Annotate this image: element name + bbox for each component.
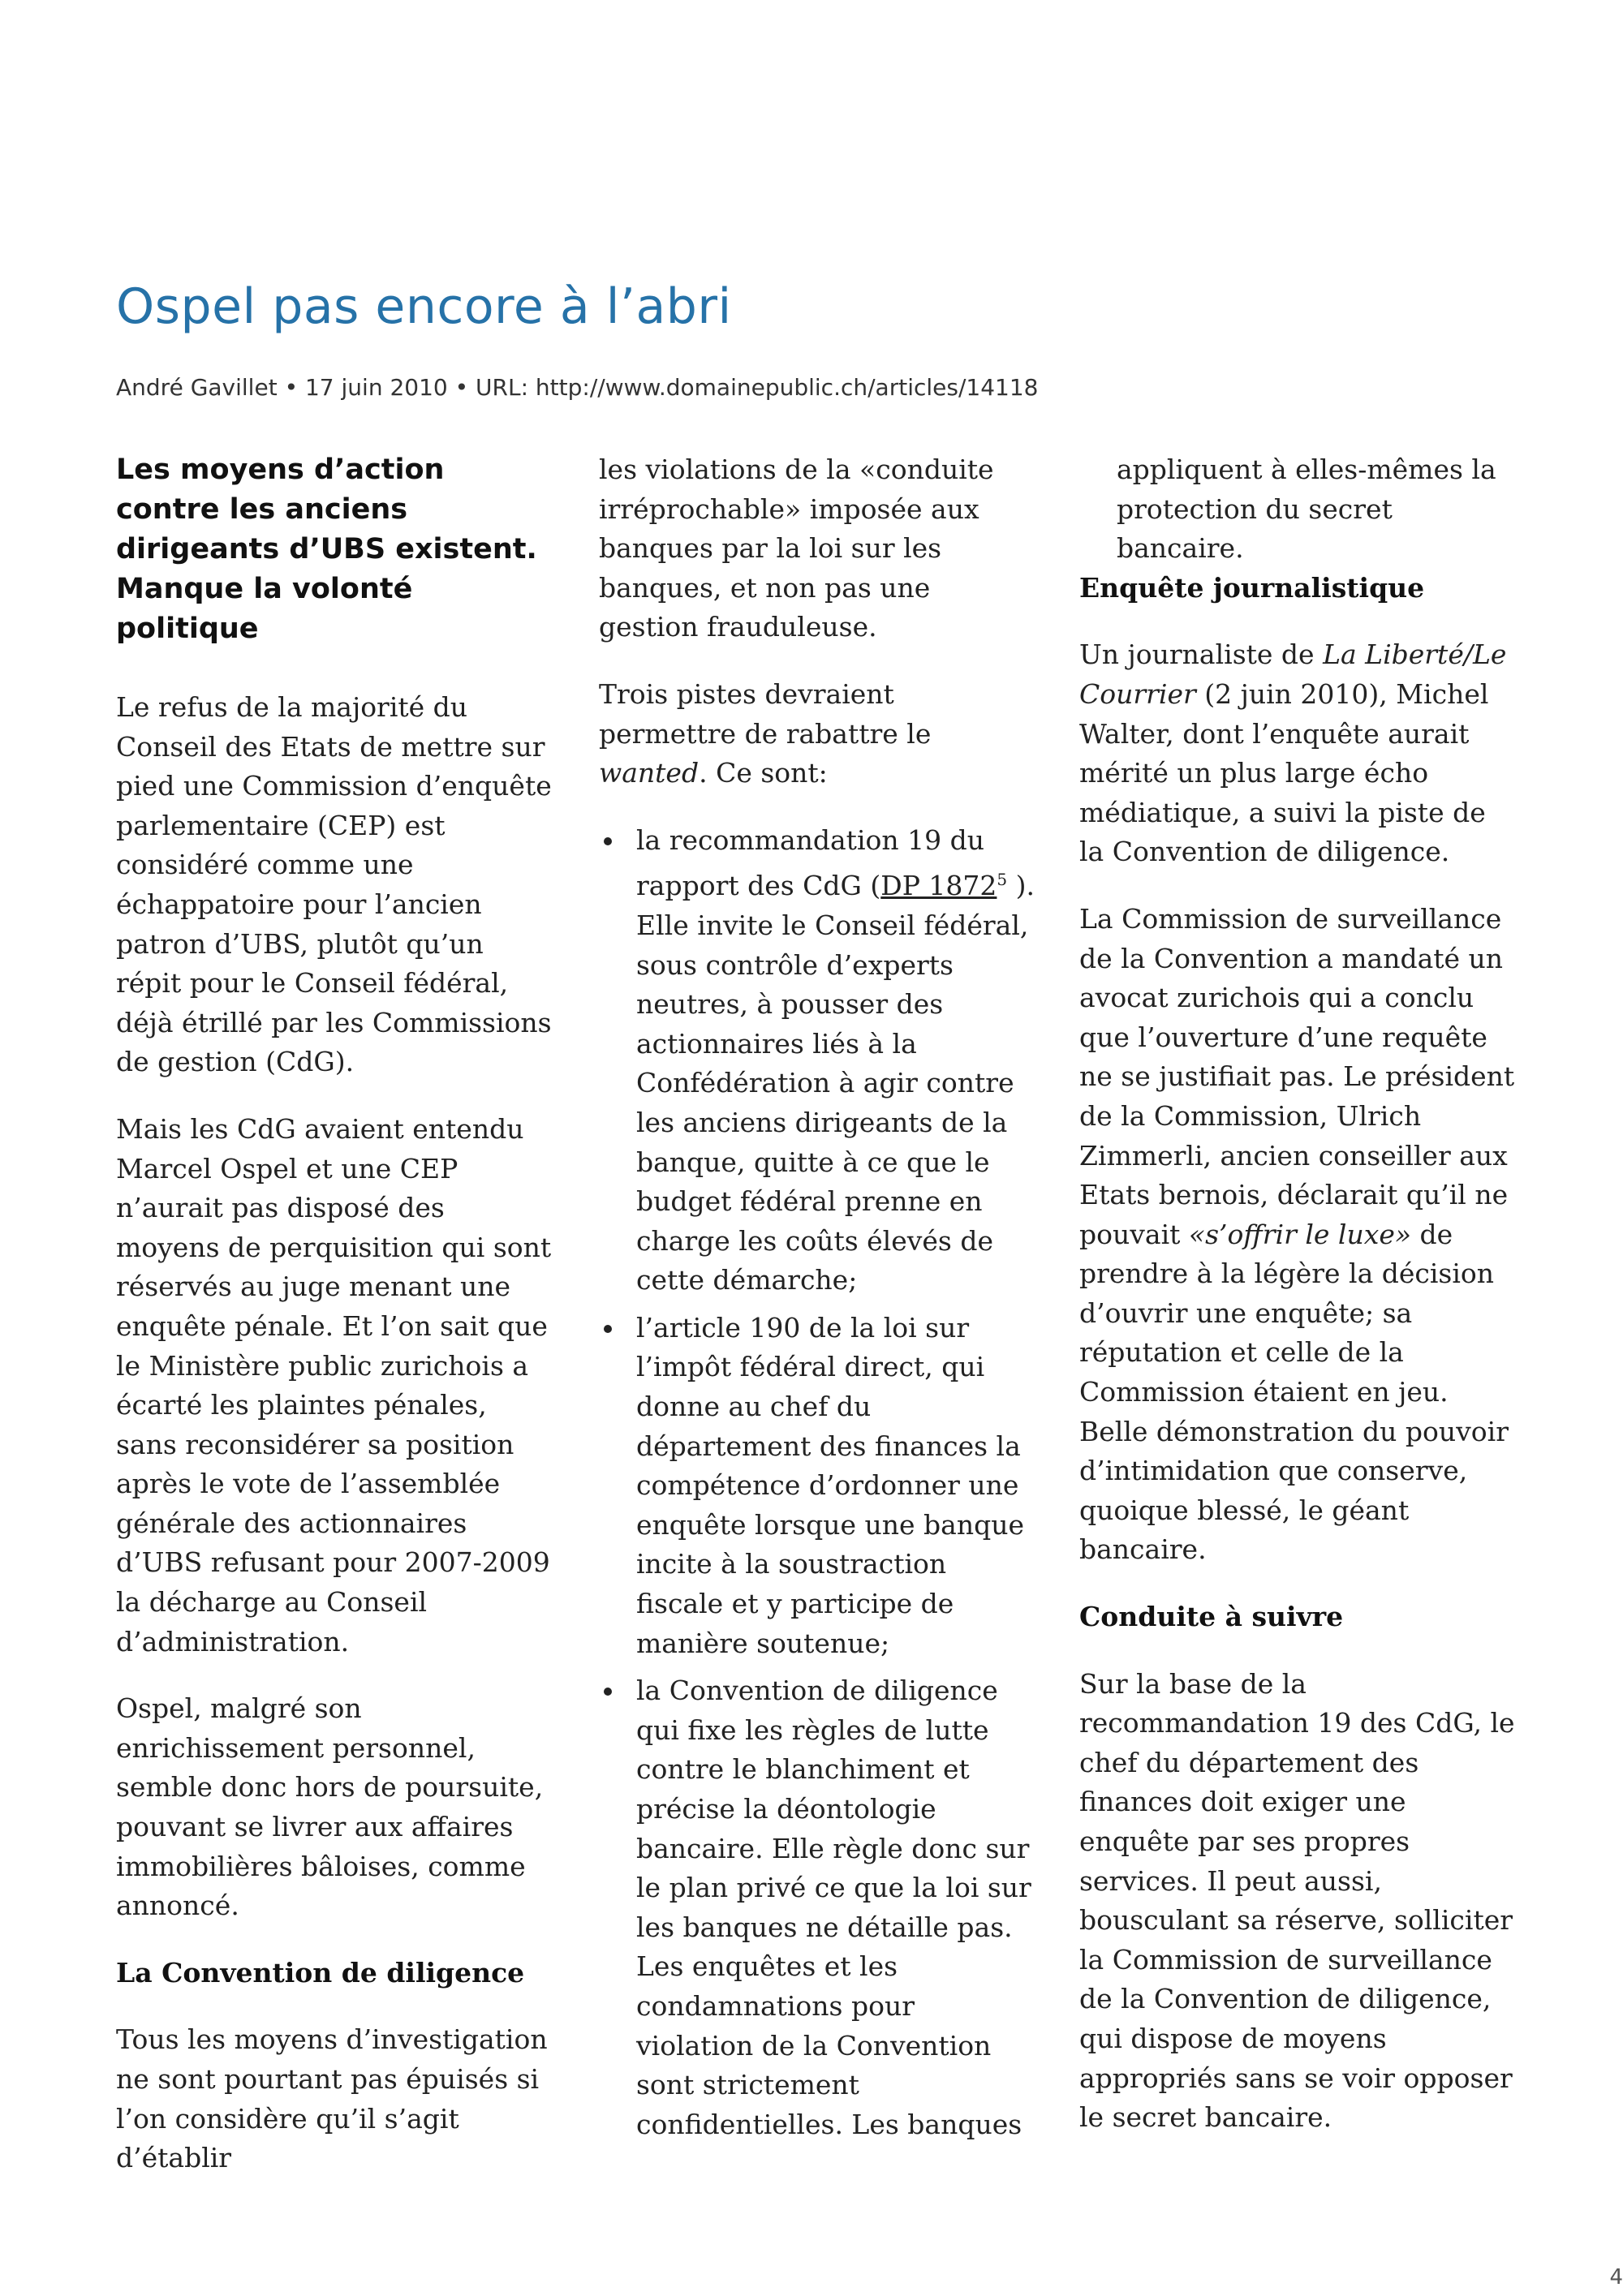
text-span: ). Elle invite le Conseil fédéral, sous contrôle d’experts neutres, à pousser des actionnaires liés à la Confédération à agir contre les anciens dirigeants de la banque, quitte à ce que le budget fédéral prenne en charge les coûts élevés de cette démarche;: [636, 870, 1035, 1296]
paragraph: Mais les CdG avaient entendu Marcel Ospel et une CEP n’aurait pas disposé des moyens de perquisition qui sont réservés au juge menant une enquête pénale. Et l’on sait que le Ministère public zurichois a écarté les plaintes pénales, sans reconsidérer sa position après le vote de l’assemblée générale des actionnaires d’UBS refusant pour 2007-2009 la décharge au Conseil d’administration.: [116, 1112, 552, 1658]
footnote-marker: 5: [997, 870, 1008, 890]
section-heading-conduite: Conduite à suivre: [1079, 1601, 1344, 1633]
text-span: de prendre à la légère la décision d’ouvrir une enquête; sa réputation et celle de la Commission étaient en jeu. Belle démonstration du pouvoir d’intimidation que conserve, quoique blessé, le géant bancaire.: [1079, 1218, 1509, 1566]
column-1: [116, 450, 554, 2206]
column-2: [599, 450, 1037, 2152]
dp-reference-link[interactable]: DP 1872: [880, 870, 997, 902]
paragraph: les violations de la «conduite irréprochable» imposée aux banques par la loi sur les banques, et non pas une gestion frauduleuse.: [599, 454, 994, 643]
article-byline: André Gavillet • 17 juin 2010 • URL: http://www.domainepublic.ch/articles/14118: [116, 374, 1039, 401]
section-heading-enquete: Enquête journalistique: [1079, 571, 1425, 604]
italic-text: wanted: [599, 757, 700, 789]
list-item: l’article 190 de la loi sur l’impôt fédéral direct, qui donne au chef du département des finances la compétence d’ordonner une enquête lorsque une banque incite à la soustraction fiscale et y participe de manière soutenue;: [599, 1309, 1037, 1663]
text-span: Un journaliste de: [1079, 638, 1324, 671]
paragraph: [1079, 635, 1518, 872]
paragraph: [599, 675, 1037, 793]
paragraph: Ospel, malgré son enrichissement personnel, semble donc hors de poursuite, pouvant se livrer aux affaires immobilières bâloises, comme annoncé.: [116, 1692, 544, 1922]
text-span: (2 juin 2010), Michel Walter, dont l’enquête aurait mérité un plus large écho médiatique, a suivi la piste de la Convention de diligence.: [1079, 677, 1489, 868]
article-title: Ospel pas encore à l’abri: [116, 278, 732, 335]
section-heading-convention: La Convention de diligence: [116, 1956, 525, 1989]
list-item-continuation: appliquent à elles-mêmes la protection du secret bancaire.: [1117, 454, 1496, 565]
text-span: La Commission de surveillance de la Convention a mandaté un avocat zurichois qui a conclu que l’ouverture d’une requête ne se justifiait pas. Le président de la Commission, Ulrich Zimmerli, ancien conseiller aux Etats bernois, déclarait qu’il ne pouvait: [1079, 902, 1515, 1250]
text-span: Trois pistes devraient permettre de rabattre le: [599, 677, 932, 750]
column-3: [1079, 450, 1518, 2165]
list-item: la Convention de diligence qui fixe les règles de lutte contre le blanchiment et précise la déontologie bancaire. Elle règle donc sur le plan privé ce que la loi sur les banques ne détaille pas. Les enquêtes et les condamnations pour violation de la Convention sont strictement confidentielles. Les banques: [599, 1671, 1037, 2144]
article-lede: Les moyens d’action contre les anciens dirigeants d’UBS existent. Manque la volonté politique: [116, 454, 537, 645]
paragraph: [1079, 900, 1518, 1570]
list-item: [599, 821, 1037, 1301]
text-span: . Ce sont:: [699, 757, 828, 789]
bullet-list: [599, 821, 1037, 2145]
paragraph: Sur la base de la recommandation 19 des CdG, le chef du département des finances doit exiger une enquête par ses propres services. Il peut aussi, bousculant sa réserve, solliciter la Commission de surveillance de la Convention de diligence, qui dispose de moyens appropriés sans se voir opposer le secret bancaire.: [1079, 1667, 1515, 2134]
page-number: 4: [1609, 2265, 1623, 2290]
text-span: la recommandation 19 du rapport des CdG (: [636, 823, 984, 902]
italic-text: La Liberté/Le Courrier: [1079, 638, 1507, 710]
paragraph: Tous les moyens d’investigation ne sont pourtant pas épuisés si l’on considère qu’il s’agit d’établir: [116, 2023, 548, 2174]
paragraph: Le refus de la majorité du Conseil des Etats de mettre sur pied une Commission d’enquête parlementaire (CEP) est considéré comme une échappatoire pour l’ancien patron d’UBS, plutôt qu’un répit pour le Conseil fédéral, déjà étrillé par les Commissions de gestion (CdG).: [116, 691, 552, 1078]
italic-text: «s’offrir le luxe»: [1188, 1218, 1412, 1250]
